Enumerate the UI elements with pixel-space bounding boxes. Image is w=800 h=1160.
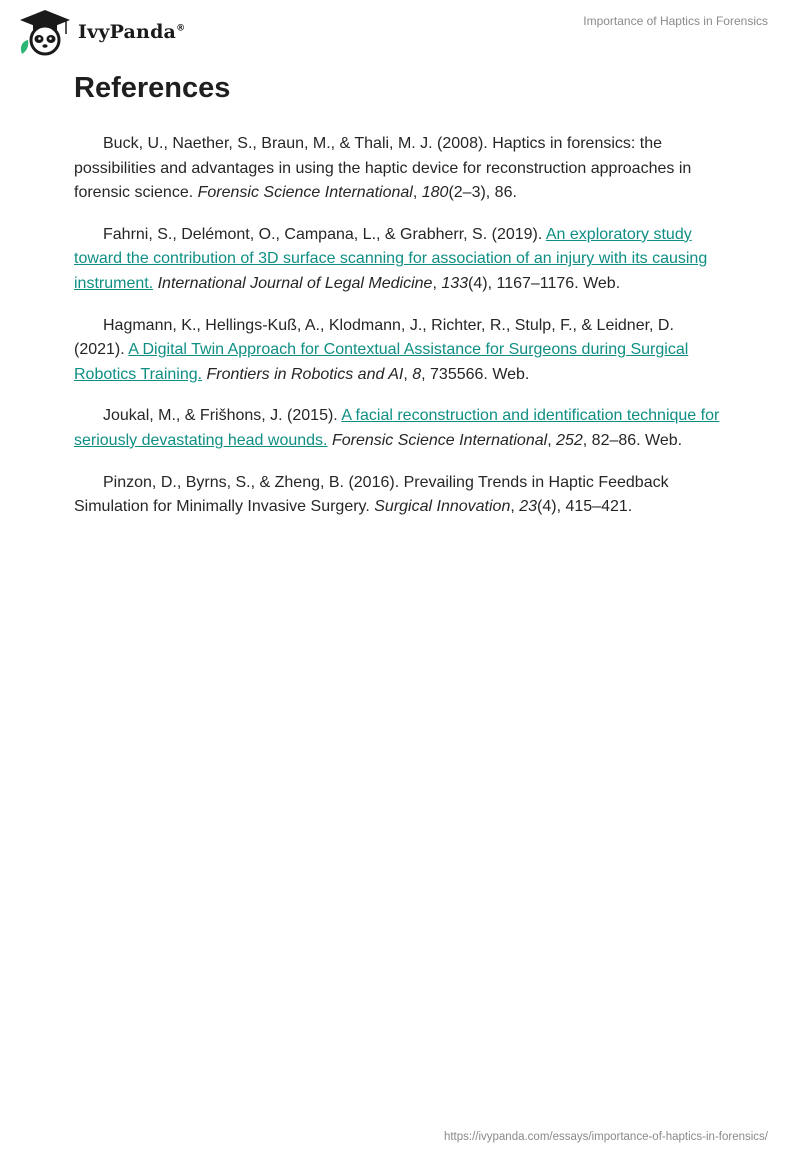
volume-number: 133 xyxy=(441,274,469,292)
separator: , xyxy=(547,431,557,449)
separator: , xyxy=(510,498,520,516)
reference-citation: Joukal, M., & Frišhons, J. (2015). xyxy=(103,407,342,425)
volume-number: 23 xyxy=(519,498,538,516)
reference-item xyxy=(74,132,726,206)
reference-link[interactable]: An exploratory study toward the contribution of 3D surface scanning for association of an injury with its causing instrument. xyxy=(74,225,708,292)
page-header xyxy=(0,0,800,60)
issue-pages: (4), 415–421. xyxy=(537,498,633,516)
reference-citation: Hagmann, K., Hellings-Kuß, A., Klodmann, J., Richter, R., Stulp, F., & Leidner, D. (2021). xyxy=(74,316,674,359)
journal-title: Frontiers in Robotics and AI xyxy=(206,365,404,383)
issue-pages: , 735566. Web. xyxy=(421,365,530,383)
reference-citation: Fahrni, S., Delémont, O., Campana, L., & Grabherr, S. (2019). xyxy=(103,225,546,243)
ivypanda-logo[interactable] xyxy=(16,8,185,56)
journal-title: Forensic Science International xyxy=(331,431,548,449)
separator: , xyxy=(412,184,422,202)
reference-item xyxy=(74,314,726,388)
panda-graduation-cap-icon xyxy=(16,8,74,56)
issue-pages: (4), 1167–1176. Web. xyxy=(468,274,621,292)
issue-pages: (2–3), 86. xyxy=(448,184,517,202)
registered-mark: ® xyxy=(176,23,186,34)
journal-title: International Journal of Legal Medicine xyxy=(157,274,433,292)
document-title: Importance of Haptics in Forensics xyxy=(583,14,768,28)
reference-item xyxy=(74,471,726,520)
journal-title: Surgical Innovation xyxy=(374,498,511,516)
issue-pages: , 82–86. Web. xyxy=(582,431,683,449)
reference-link[interactable]: A Digital Twin Approach for Contextual Assistance for Surgeons during Surgical Robotics Training. xyxy=(74,341,689,383)
reference-link[interactable]: A facial reconstruction and identification technique for seriously devastating head wounds. xyxy=(74,407,720,449)
brand-name xyxy=(78,21,185,43)
volume-number: 252 xyxy=(556,431,583,449)
separator: , xyxy=(403,365,413,383)
reference-item xyxy=(74,223,726,297)
page-url: https://ivypanda.com/essays/importance-of-haptics-in-forensics/ xyxy=(443,1131,768,1143)
references-list xyxy=(74,132,726,537)
volume-number: 180 xyxy=(421,184,449,202)
journal-title: Forensic Science International xyxy=(197,184,413,202)
volume-number: 8 xyxy=(412,365,422,383)
reference-citation: Pinzon, D., Byrns, S., & Zheng, B. (2016). Prevailing Trends in Haptic Feedback Simulation for Minimally Invasive Surgery. xyxy=(74,473,669,516)
references-heading: References xyxy=(74,72,231,104)
reference-citation: Buck, U., Naether, S., Braun, M., & Thali, M. J. (2008). Haptics in forensics: the possibilities and advantages in using the haptic device for reconstruction approaches in forensic science. xyxy=(74,135,692,202)
separator: , xyxy=(432,274,442,292)
reference-item xyxy=(74,404,726,453)
brand-name-text: IvyPanda xyxy=(78,21,177,43)
